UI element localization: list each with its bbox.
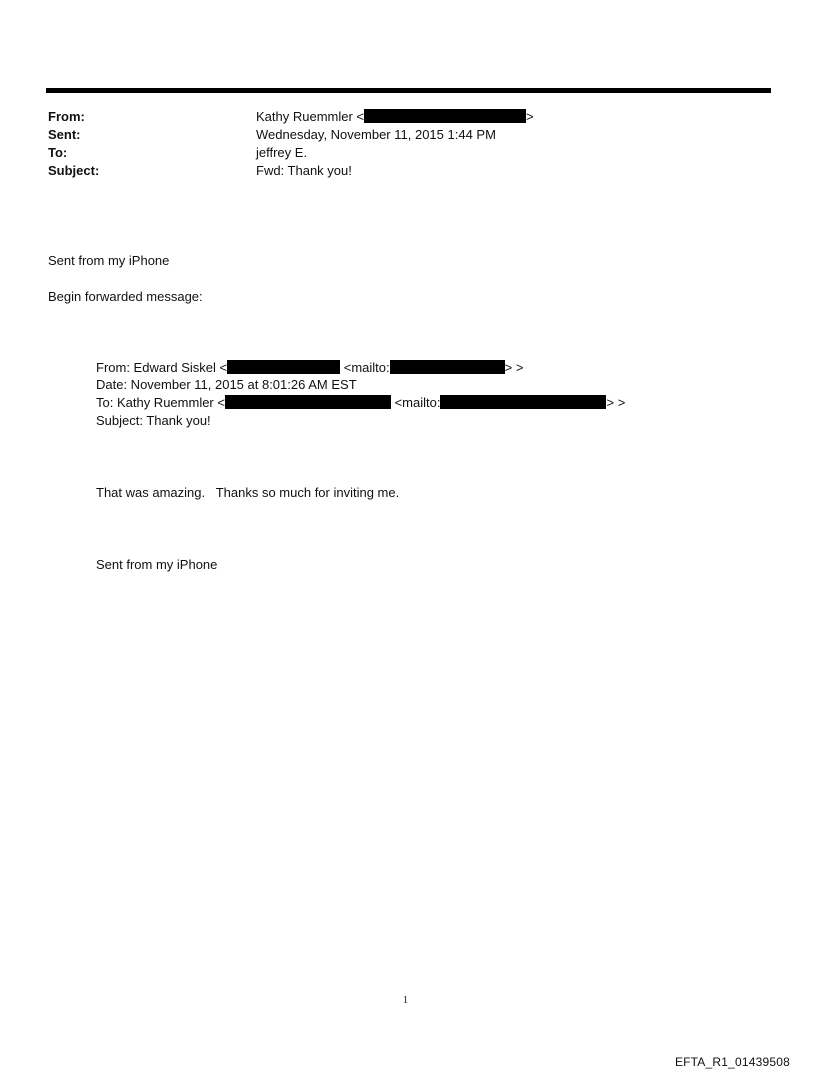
page-number: 1 <box>403 995 408 1006</box>
subject-value: Fwd: Thank you! <box>256 163 352 178</box>
forwarded-from-close: > > <box>504 360 524 375</box>
from-label: From: <box>48 109 85 124</box>
from-close: > <box>526 109 534 124</box>
forwarded-message-body: That was amazing. Thanks so much for inviting me. <box>96 485 400 500</box>
begin-forwarded-line: Begin forwarded message: <box>48 289 203 304</box>
from-value <box>256 108 534 126</box>
forwarded-from-prefix: From: Edward Siskel < <box>96 360 228 375</box>
redaction-block <box>364 109 526 123</box>
redaction-block <box>225 395 391 409</box>
forwarded-from-mailto: <mailto: <box>343 360 390 375</box>
forwarded-to-prefix: To: Kathy Ruemmler < <box>96 395 225 410</box>
forwarded-date-line: Date: November 11, 2015 at 8:01:26 AM EST <box>96 377 357 392</box>
subject-label: Subject: <box>48 163 100 178</box>
forwarded-to-line <box>96 395 625 411</box>
to-label: To: <box>48 145 68 160</box>
redaction-block <box>390 360 505 374</box>
redaction-block <box>440 395 606 409</box>
forwarded-to-mailto: <mailto: <box>394 395 441 410</box>
forwarded-subject-line: Subject: Thank you! <box>96 413 211 428</box>
sent-from-line: Sent from my iPhone <box>48 253 170 268</box>
sent-label: Sent: <box>48 127 81 142</box>
forwarded-to-close: > > <box>606 395 626 410</box>
bates-number: EFTA_R1_01439508 <box>674 1055 790 1069</box>
forwarded-signature: Sent from my iPhone <box>96 557 218 572</box>
forwarded-from-line <box>96 360 523 376</box>
to-value: jeffrey E. <box>256 145 308 160</box>
header-rule <box>46 88 771 93</box>
from-name: Kathy Ruemmler < <box>256 109 365 124</box>
sent-value: Wednesday, November 11, 2015 1:44 PM <box>256 127 496 142</box>
redaction-block <box>227 360 340 374</box>
